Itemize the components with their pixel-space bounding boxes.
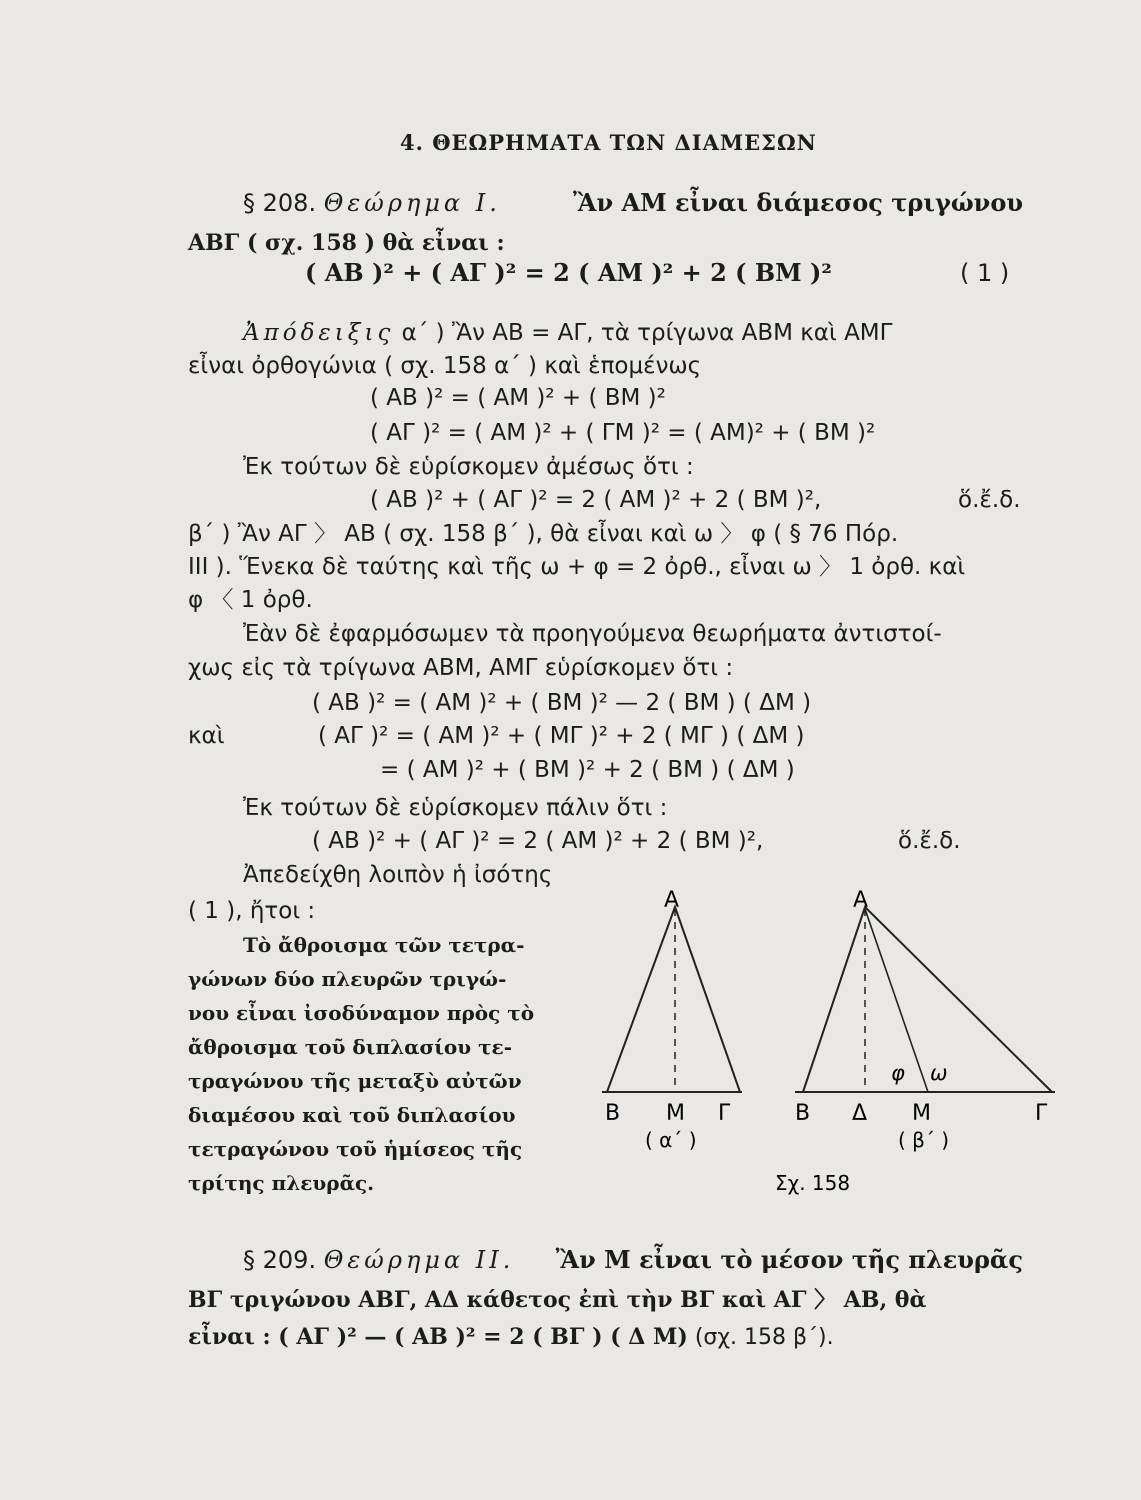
figure-caption: Σχ. 158 xyxy=(775,1171,851,1195)
theorem1-line1 xyxy=(243,188,1023,218)
proof-eq2: ( ΑΓ )² = ( ΑΜ )² + ( ΓΜ )² = ( ΑΜ)² + ( ΒΜ )² xyxy=(370,420,876,446)
theorem2-line2: ΒΓ τριγώνου ΑΒΓ, ΑΔ κάθετος ἐπὶ τὴν ΒΓ καὶ ΑΓ 〉 ΑΒ, θὰ xyxy=(188,1287,927,1313)
proof-eq5: ( ΑΓ )² = ( ΑΜ )² + ( ΜΓ )² + 2 ( ΜΓ ) ( ΔΜ ) xyxy=(318,723,805,749)
proof-proven-line: Ἀπεδείχθη λοιπὸν ἡ ἰσότης xyxy=(243,862,553,888)
theorem1-line2: ΑΒΓ ( σχ. 158 ) θὰ εἶναι : xyxy=(188,230,505,256)
theorem1-label: Θεώρημα Ι. xyxy=(323,189,501,217)
theorem1-number: § 208. Θεώρημα Ι. xyxy=(243,189,501,217)
theorem2-line1 xyxy=(243,1245,1023,1275)
triangle-b-sides xyxy=(803,907,1052,1092)
proof-and-word: καὶ xyxy=(188,723,225,749)
proof-line3: Ἐκ τούτων δὲ εὑρίσκομεν ἀμέσως ὅτι : xyxy=(243,454,694,480)
statement-line: τετραγώνου τοῦ ἡμίσεος τῆς xyxy=(188,1137,523,1161)
fig-a-label-M: Μ xyxy=(666,1101,685,1126)
theorem1-statement-start: Ἂν ΑΜ εἶναι διάμεσος τριγώνου xyxy=(573,188,1023,217)
fig-b-label-D: Δ xyxy=(852,1101,868,1126)
theorem2-label: Θεώρημα ΙΙ. xyxy=(323,1246,515,1274)
theorem1-formula: ( ΑΒ )² + ( ΑΓ )² = 2 ( ΑΜ )² + 2 ( ΒΜ )² xyxy=(305,258,832,287)
fig-a-label-G: Γ xyxy=(718,1101,731,1126)
fig-b-label-M: Μ xyxy=(912,1101,931,1126)
proof-label: Ἀπόδειξις xyxy=(243,320,395,346)
fig-b-label-omega: ω xyxy=(930,1061,948,1085)
proof-eq4: ( ΑΒ )² = ( ΑΜ )² + ( ΒΜ )² — 2 ( ΒΜ ) ( ΔΜ ) xyxy=(312,690,812,716)
proof-apply-line1: Ἐὰν δὲ ἐφαρμόσωμεν τὰ προηγούμενα θεωρήματα ἀντιστοί- xyxy=(243,621,942,647)
figure-158 xyxy=(590,885,1070,1205)
triangle-a-sides xyxy=(607,907,740,1092)
fig-b-label-phi: φ xyxy=(891,1061,905,1085)
statement-line: ἄθροισμα τοῦ διπλασίου τε- xyxy=(188,1035,513,1059)
fig-a-caption: ( α΄ ) xyxy=(645,1128,697,1152)
proof-eq6: = ( ΑΜ )² + ( ΒΜ )² + 2 ( ΒΜ ) ( ΔΜ ) xyxy=(380,757,795,783)
statement-line: γώνων δύο πλευρῶν τριγώ- xyxy=(188,967,507,991)
proof-line1: Ἀπόδειξις α΄ ) Ἂν ΑΒ = ΑΓ, τὰ τρίγωνα ΑΒΜ καὶ ΑΜΓ xyxy=(243,320,893,346)
figure-b xyxy=(795,907,1055,1092)
theorem2-number: § 209. Θεώρημα ΙΙ. xyxy=(243,1246,515,1274)
statement-line: Τὸ ἄθροισμα τῶν τετρα- xyxy=(243,933,525,957)
fig-b-caption: ( β΄ ) xyxy=(898,1128,950,1152)
fig-a-label-A: Α xyxy=(664,888,680,913)
proof-part-b-line2: ΙΙΙ ). Ἕνεκα δὲ ταύτης καὶ τῆς ω + φ = 2 ὀρθ., εἶναι ω 〉 1 ὀρθ. καὶ xyxy=(188,554,966,580)
proof-eq7: ( ΑΒ )² + ( ΑΓ )² = 2 ( ΑΜ )² + 2 ( ΒΜ )², xyxy=(312,828,764,854)
proof-line4: Ἐκ τούτων δὲ εὑρίσκομεν πάλιν ὅτι : xyxy=(243,795,668,821)
proof-line2: εἶναι ὀρθογώνια ( σχ. 158 α΄ ) καὶ ἑπομένως xyxy=(188,353,702,379)
proof-part-b-line1: β΄ ) Ἂν ΑΓ 〉 ΑΒ ( σχ. 158 β΄ ), θὰ εἶναι καὶ ω 〉 φ ( § 76 Πόρ. xyxy=(188,521,899,547)
proof-eq1: ( ΑΒ )² = ( ΑΜ )² + ( ΒΜ )² xyxy=(370,385,666,411)
section-heading: 4. ΘΕΩΡΗΜΑΤΑ ΤΩΝ ΔΙΑΜΕΣΩΝ xyxy=(400,130,817,155)
proof-qed1: ὅ.ἔ.δ. xyxy=(958,487,1021,513)
statement-line: τρίτης πλευρᾶς. xyxy=(188,1171,375,1195)
fig-a-label-B: Β xyxy=(605,1101,621,1126)
theorem1-formula-tag: ( 1 ) xyxy=(960,259,1010,287)
fig-b-label-B: Β xyxy=(795,1101,811,1126)
statement-line: διαμέσου καὶ τοῦ διπλασίου xyxy=(188,1103,516,1127)
proof-apply-line2: χως εἰς τὰ τρίγωνα ΑΒΜ, ΑΜΓ εὑρίσκομεν ὅτι : xyxy=(188,655,734,681)
proof-eq3: ( ΑΒ )² + ( ΑΓ )² = 2 ( ΑΜ )² + 2 ( ΒΜ )², xyxy=(370,487,822,513)
statement-line: νου εἶναι ἰσοδύναμον πρὸς τὸ xyxy=(188,1001,535,1025)
fig-b-label-G: Γ xyxy=(1035,1101,1048,1126)
fig-b-label-A: Α xyxy=(853,888,869,913)
proof-part-b-line3: φ 〈 1 ὀρθ. xyxy=(188,587,313,613)
statement-line: τραγώνου τῆς μεταξὺ αὐτῶν xyxy=(188,1069,522,1093)
figure-a xyxy=(602,907,742,1092)
theorem2-statement-start: Ἂν Μ εἶναι τὸ μέσον τῆς πλευρᾶς xyxy=(555,1245,1023,1274)
proof-proven-line2: ( 1 ), ἤτοι : xyxy=(188,898,316,924)
theorem2-line3: εἶναι : ( ΑΓ )² — ( ΑΒ )² = 2 ( ΒΓ ) ( Δ Μ) (σχ. 158 β΄). xyxy=(188,1324,834,1350)
proof-qed2: ὅ.ἔ.δ. xyxy=(898,828,961,854)
